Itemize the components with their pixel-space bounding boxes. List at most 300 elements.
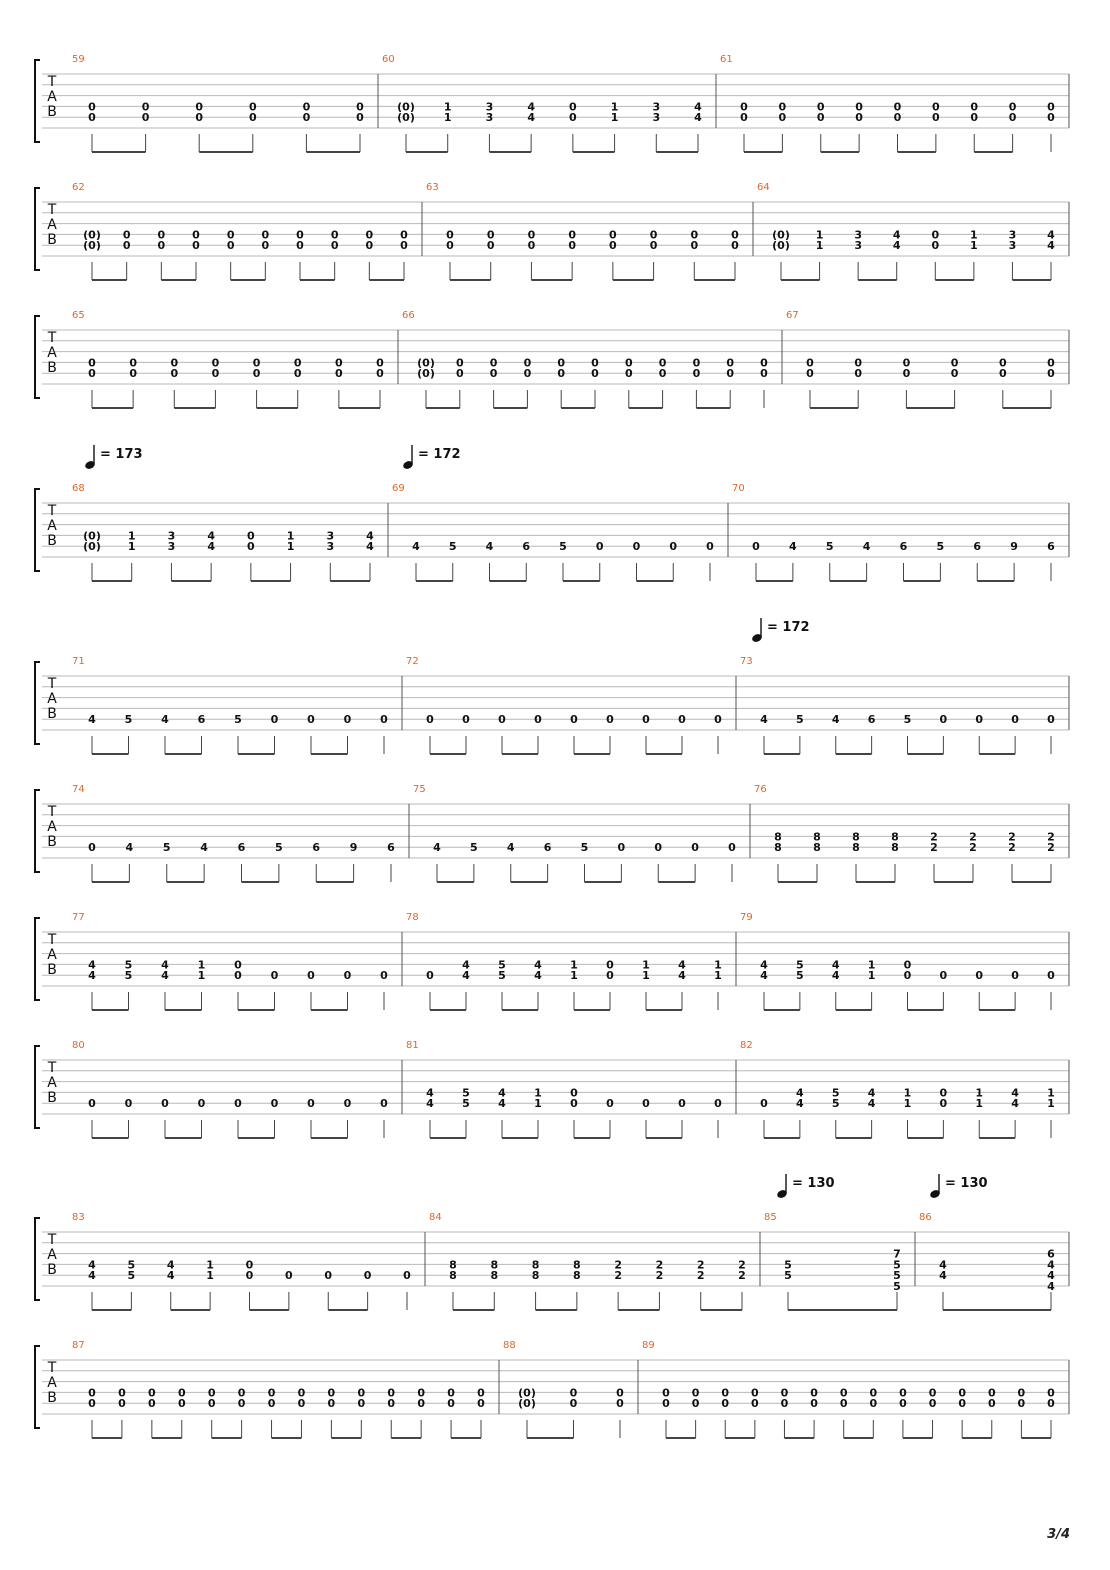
note-column <box>779 100 787 152</box>
fret-number: 5 <box>796 958 804 972</box>
measure-number: 85 <box>764 1212 777 1223</box>
note-column <box>129 356 137 408</box>
note-column <box>344 969 352 1010</box>
fret-number: 6 <box>522 540 531 554</box>
fret-number: 0 <box>327 1397 336 1411</box>
fret-number: 0 <box>455 367 464 381</box>
fret-number: 0 <box>211 367 220 381</box>
fret-number: 0 <box>141 100 150 114</box>
measure-number: 63 <box>426 182 439 193</box>
page-number: 3/4 <box>1047 1527 1070 1542</box>
note-column <box>900 540 908 581</box>
fret-number: 0 <box>760 1097 768 1111</box>
note-column <box>1009 228 1017 280</box>
measure-number: 81 <box>406 1040 419 1051</box>
fret-number: 1 <box>903 1086 912 1100</box>
fret-number: 0 <box>302 111 311 125</box>
measure-number: 76 <box>754 784 767 795</box>
fret-number: 8 <box>813 841 821 855</box>
fret-number: 7 <box>893 1247 901 1261</box>
fret-number: 3 <box>652 111 661 125</box>
note-column <box>939 1258 947 1310</box>
fret-number: 0 <box>122 228 131 242</box>
fret-number: 0 <box>691 1386 700 1400</box>
fret-number: 0 <box>899 1397 907 1411</box>
staff-system <box>35 784 1069 882</box>
fret-number: 0 <box>343 713 352 727</box>
tab-clef-letter: T <box>47 503 57 519</box>
fret-number: 1 <box>206 1258 214 1272</box>
fret-number: 0 <box>998 367 1007 381</box>
fret-number: 0 <box>902 367 911 381</box>
fret-number: 0 <box>692 356 701 370</box>
note-column <box>470 841 478 882</box>
note-column <box>125 958 133 1010</box>
tempo-marking <box>84 445 143 470</box>
note-column <box>642 958 650 1010</box>
note-column <box>662 1386 670 1438</box>
note-column <box>969 830 977 882</box>
fret-number: 0 <box>714 1097 722 1111</box>
fret-number: 0 <box>387 1397 396 1411</box>
note-column <box>869 1386 877 1438</box>
note-column <box>83 228 101 280</box>
staff-system <box>35 54 1069 152</box>
fret-number: 1 <box>1047 1097 1055 1111</box>
fret-number: 0 <box>939 713 948 727</box>
fret-number: 0 <box>247 540 255 554</box>
note-column <box>570 713 578 754</box>
fret-number: 0 <box>839 1386 848 1400</box>
fret-number: 0 <box>839 1397 848 1411</box>
note-column <box>380 1097 388 1138</box>
note-column <box>234 713 242 754</box>
measure-number: 71 <box>72 656 85 667</box>
fret-number: 0 <box>662 1397 670 1411</box>
fret-number: 0 <box>248 111 257 125</box>
fret-number: 0 <box>903 958 912 972</box>
note-column <box>312 841 320 882</box>
fret-number: (0) <box>397 111 415 125</box>
note-column <box>568 228 576 280</box>
fret-number: 0 <box>486 228 495 242</box>
fret-number: 0 <box>654 841 663 855</box>
fret-number: 4 <box>485 540 494 554</box>
note-column <box>929 1386 937 1438</box>
fret-number: 0 <box>88 367 96 381</box>
note-column <box>247 529 255 581</box>
measure-number: 69 <box>392 483 405 494</box>
fret-number: (0) <box>83 239 101 253</box>
fret-number: 0 <box>760 367 768 381</box>
fret-number: 5 <box>124 713 133 727</box>
fret-number: 5 <box>893 1269 901 1283</box>
note-column <box>163 841 171 882</box>
fret-number: 0 <box>751 1386 759 1400</box>
note-column <box>356 100 364 152</box>
note-column <box>126 841 134 882</box>
fret-number: 0 <box>523 356 532 370</box>
fret-number: 0 <box>624 356 633 370</box>
note-column <box>271 713 279 754</box>
fret-number: 0 <box>569 1386 578 1400</box>
tab-clef-letter: B <box>47 1090 57 1106</box>
fret-number: 5 <box>127 1269 136 1283</box>
note-column <box>118 1386 126 1438</box>
fret-number: 0 <box>177 1397 186 1411</box>
note-column <box>88 841 96 882</box>
fret-number: 0 <box>692 367 701 381</box>
tab-clef-letter: T <box>47 1232 57 1248</box>
fret-number: 0 <box>1047 1397 1055 1411</box>
fret-number: 5 <box>448 540 457 554</box>
fret-number: 5 <box>462 1086 470 1100</box>
note-column <box>207 529 215 581</box>
fret-number: 0 <box>270 713 279 727</box>
fret-number: 0 <box>690 239 699 253</box>
fret-number: 5 <box>784 1258 792 1272</box>
fret-number: 0 <box>570 1086 578 1100</box>
fret-number: 2 <box>930 841 938 855</box>
note-column <box>692 1386 700 1438</box>
fret-number: 8 <box>531 1269 540 1283</box>
fret-number: 3 <box>1008 228 1017 242</box>
fret-number: 4 <box>166 1269 175 1283</box>
fret-number: 4 <box>1047 239 1055 253</box>
fret-number: 4 <box>498 1097 506 1111</box>
note-column <box>170 356 178 408</box>
fret-number: 0 <box>489 367 498 381</box>
fret-number: 0 <box>810 1397 818 1411</box>
fret-number: 0 <box>324 1269 333 1283</box>
fret-number: 0 <box>606 958 614 972</box>
fret-number: 2 <box>696 1258 705 1272</box>
fret-number: 0 <box>950 367 959 381</box>
fret-number: 0 <box>557 367 566 381</box>
note-column <box>697 1258 705 1310</box>
fret-number: 4 <box>694 100 702 114</box>
note-column <box>307 713 315 754</box>
note-column <box>387 841 395 882</box>
note-column <box>412 540 420 581</box>
note-column <box>891 830 899 882</box>
note-column <box>298 1386 306 1438</box>
note-column <box>486 540 494 581</box>
note-column <box>760 713 768 754</box>
fret-number: 2 <box>930 830 938 844</box>
fret-number: 0 <box>970 100 979 114</box>
tab-clef-letter: A <box>47 1075 57 1091</box>
fret-number: 0 <box>88 111 96 125</box>
fret-number: 0 <box>234 1097 242 1111</box>
note-column <box>951 356 959 408</box>
tab-clef-letter: B <box>47 533 57 549</box>
measure-number: 72 <box>406 656 419 667</box>
note-column <box>344 1097 352 1138</box>
note-column <box>524 356 532 408</box>
note-column <box>507 841 515 882</box>
note-column <box>487 228 495 280</box>
fret-number: 4 <box>1011 1097 1019 1111</box>
note-column <box>161 958 169 1010</box>
tab-clef-letter: B <box>47 1390 57 1406</box>
note-column <box>904 1086 912 1138</box>
fret-number: 8 <box>573 1269 581 1283</box>
fret-number: 5 <box>784 1269 792 1283</box>
note-column <box>366 228 374 280</box>
fret-number: 5 <box>275 841 283 855</box>
fret-number: 0 <box>731 239 739 253</box>
fret-number: 0 <box>307 969 315 983</box>
fret-number: 0 <box>740 111 748 125</box>
fret-number: 2 <box>969 830 977 844</box>
note-column <box>426 713 434 754</box>
note-column <box>760 958 768 1010</box>
note-column <box>387 1386 395 1438</box>
note-column <box>832 1086 840 1138</box>
fret-number: 1 <box>815 239 824 253</box>
fret-number: 0 <box>893 100 902 114</box>
note-column <box>125 1097 133 1138</box>
fret-number: 0 <box>387 1386 396 1400</box>
fret-number: 0 <box>248 100 257 114</box>
note-column <box>1018 1386 1026 1438</box>
note-column <box>88 1097 96 1138</box>
fret-number: 0 <box>569 100 577 114</box>
fret-number: 0 <box>211 356 220 370</box>
fret-number: 1 <box>127 529 136 543</box>
system-bracket <box>35 489 40 571</box>
measure-number: 59 <box>72 54 85 65</box>
fret-number: 4 <box>366 529 374 543</box>
note-column <box>1047 100 1055 152</box>
fret-number: 0 <box>591 367 599 381</box>
note-column <box>307 969 315 1010</box>
fret-number: 5 <box>831 1086 840 1100</box>
system-bracket <box>35 316 40 398</box>
note-column <box>477 1386 485 1438</box>
fret-number: 0 <box>568 228 576 242</box>
note-column <box>581 841 589 882</box>
note-column <box>380 969 388 1010</box>
tempo-value: = 172 <box>418 447 461 462</box>
fret-number: 2 <box>1047 841 1055 855</box>
fret-number: 0 <box>88 356 96 370</box>
note-column <box>1009 100 1017 152</box>
note-column <box>1008 830 1016 882</box>
fret-number: 0 <box>426 713 434 727</box>
fret-number: 1 <box>286 529 295 543</box>
fret-number: 0 <box>380 969 388 983</box>
note-column <box>573 1258 581 1310</box>
fret-number: 0 <box>447 1386 455 1400</box>
fret-number: 0 <box>740 100 748 114</box>
fret-number: 0 <box>118 1386 126 1400</box>
note-column <box>904 958 912 1010</box>
fret-number: 0 <box>226 239 235 253</box>
fret-number: 1 <box>815 228 824 242</box>
tab-clef-letter: A <box>47 217 57 233</box>
fret-number: 0 <box>931 228 940 242</box>
measure-number: 68 <box>72 483 85 494</box>
note-column <box>728 841 736 882</box>
fret-number: 0 <box>721 1386 730 1400</box>
fret-number: 0 <box>760 356 768 370</box>
fret-number: 4 <box>1047 1269 1055 1283</box>
note-column <box>287 529 295 581</box>
staff-system <box>35 1340 1069 1438</box>
note-column <box>192 228 200 280</box>
measure-number: 88 <box>503 1340 516 1351</box>
fret-number: (0) <box>772 239 790 253</box>
system-bracket <box>35 1046 40 1128</box>
measure-number: 89 <box>642 1340 655 1351</box>
fret-number: 2 <box>738 1258 746 1272</box>
note-column <box>642 1097 650 1138</box>
note-column <box>142 100 150 152</box>
note-column <box>532 1258 540 1310</box>
fret-number: 1 <box>642 958 650 972</box>
fret-number: 4 <box>831 969 840 983</box>
note-column <box>706 540 714 581</box>
note-column <box>810 1386 818 1438</box>
fret-number: 6 <box>1047 540 1055 554</box>
fret-number: 0 <box>177 1386 186 1400</box>
tab-clef-letter: B <box>47 360 57 376</box>
fret-number: 5 <box>936 540 945 554</box>
measure-number: 75 <box>413 784 426 795</box>
fret-number: 0 <box>195 100 204 114</box>
measure-number: 83 <box>72 1212 85 1223</box>
note-column <box>1047 713 1055 754</box>
fret-number: (0) <box>518 1397 536 1411</box>
fret-number: 0 <box>252 356 261 370</box>
fret-number: 0 <box>1047 969 1055 983</box>
note-column <box>868 1086 876 1138</box>
fret-number: (0) <box>417 356 435 370</box>
fret-number: 4 <box>426 1086 434 1100</box>
note-column <box>249 100 257 152</box>
fret-number: 4 <box>939 1258 947 1272</box>
fret-number: 0 <box>297 1386 306 1400</box>
note-column <box>774 830 782 882</box>
note-column <box>893 228 901 280</box>
fret-number: 0 <box>616 1397 624 1411</box>
fret-number: 0 <box>498 713 506 727</box>
fret-number: 0 <box>118 1397 126 1411</box>
note-column <box>970 228 978 280</box>
note-column <box>433 841 441 882</box>
note-column <box>490 1258 498 1310</box>
measure-number: 82 <box>740 1040 753 1051</box>
fret-number: 0 <box>335 356 343 370</box>
note-column <box>158 228 166 280</box>
note-column <box>557 356 565 408</box>
fret-number: 4 <box>694 111 702 125</box>
fret-number: 0 <box>902 356 911 370</box>
fret-number: (0) <box>397 100 415 114</box>
fret-number: 4 <box>867 1086 876 1100</box>
note-column <box>498 713 506 754</box>
fret-number: 0 <box>129 356 137 370</box>
tempo-value: = 173 <box>100 447 143 462</box>
tab-clef-letter: A <box>47 1247 57 1263</box>
note-column <box>714 958 722 1010</box>
fret-number: 4 <box>892 239 901 253</box>
note-column <box>1047 540 1055 581</box>
measure-number: 73 <box>740 656 753 667</box>
fret-number: 0 <box>88 841 96 855</box>
fret-number: 5 <box>124 958 133 972</box>
note-column <box>656 1258 664 1310</box>
fret-number: 0 <box>88 1386 96 1400</box>
fret-number: 0 <box>523 367 532 381</box>
measure-number: 77 <box>72 912 85 923</box>
fret-number: 1 <box>970 239 978 253</box>
note-column <box>498 1086 506 1138</box>
note-column <box>894 100 902 152</box>
fret-number: 0 <box>335 367 343 381</box>
tab-clef-letter: T <box>47 932 57 948</box>
fret-number: 4 <box>527 100 535 114</box>
fret-number: 4 <box>831 958 840 972</box>
fret-number: 0 <box>446 239 454 253</box>
fret-number: 0 <box>1047 1386 1055 1400</box>
fret-number: 3 <box>167 540 176 554</box>
fret-number: 0 <box>591 356 599 370</box>
fret-number: 4 <box>88 1258 96 1272</box>
fret-number: 0 <box>356 111 364 125</box>
fret-number: 4 <box>796 1097 804 1111</box>
fret-number: 0 <box>88 100 96 114</box>
note-column <box>324 1269 332 1310</box>
fret-number: 0 <box>606 969 614 983</box>
fret-number: 5 <box>893 1258 901 1272</box>
fret-number: 4 <box>207 540 215 554</box>
tab-clef-letter: B <box>47 232 57 248</box>
fret-number: 0 <box>616 1386 624 1400</box>
note-column <box>195 100 203 152</box>
fret-number: 1 <box>970 228 978 242</box>
staff-system <box>35 912 1069 1010</box>
fret-number: 0 <box>780 1397 789 1411</box>
fret-number: 1 <box>642 969 650 983</box>
fret-number: 4 <box>1011 1086 1019 1100</box>
fret-number: 0 <box>570 1097 578 1111</box>
note-column <box>975 1086 983 1138</box>
fret-number: 0 <box>88 1397 96 1411</box>
fret-number: 4 <box>412 540 420 554</box>
fret-number: (0) <box>518 1386 536 1400</box>
note-column <box>262 228 270 280</box>
fret-number: 4 <box>939 1269 947 1283</box>
note-column <box>659 356 667 408</box>
fret-number: 2 <box>696 1269 705 1283</box>
note-column <box>813 830 821 882</box>
tab-clef-letter: A <box>47 691 57 707</box>
fret-number: 0 <box>731 228 739 242</box>
staff-system <box>35 483 1069 581</box>
note-column <box>444 100 452 152</box>
fret-number: 0 <box>148 1386 156 1400</box>
fret-number: 8 <box>573 1258 581 1272</box>
note-column <box>227 228 235 280</box>
tab-clef-letter: T <box>47 330 57 346</box>
fret-number: 1 <box>714 969 722 983</box>
fret-number: 1 <box>975 1086 984 1100</box>
fret-number: 0 <box>343 1097 352 1111</box>
fret-number: 4 <box>207 529 215 543</box>
